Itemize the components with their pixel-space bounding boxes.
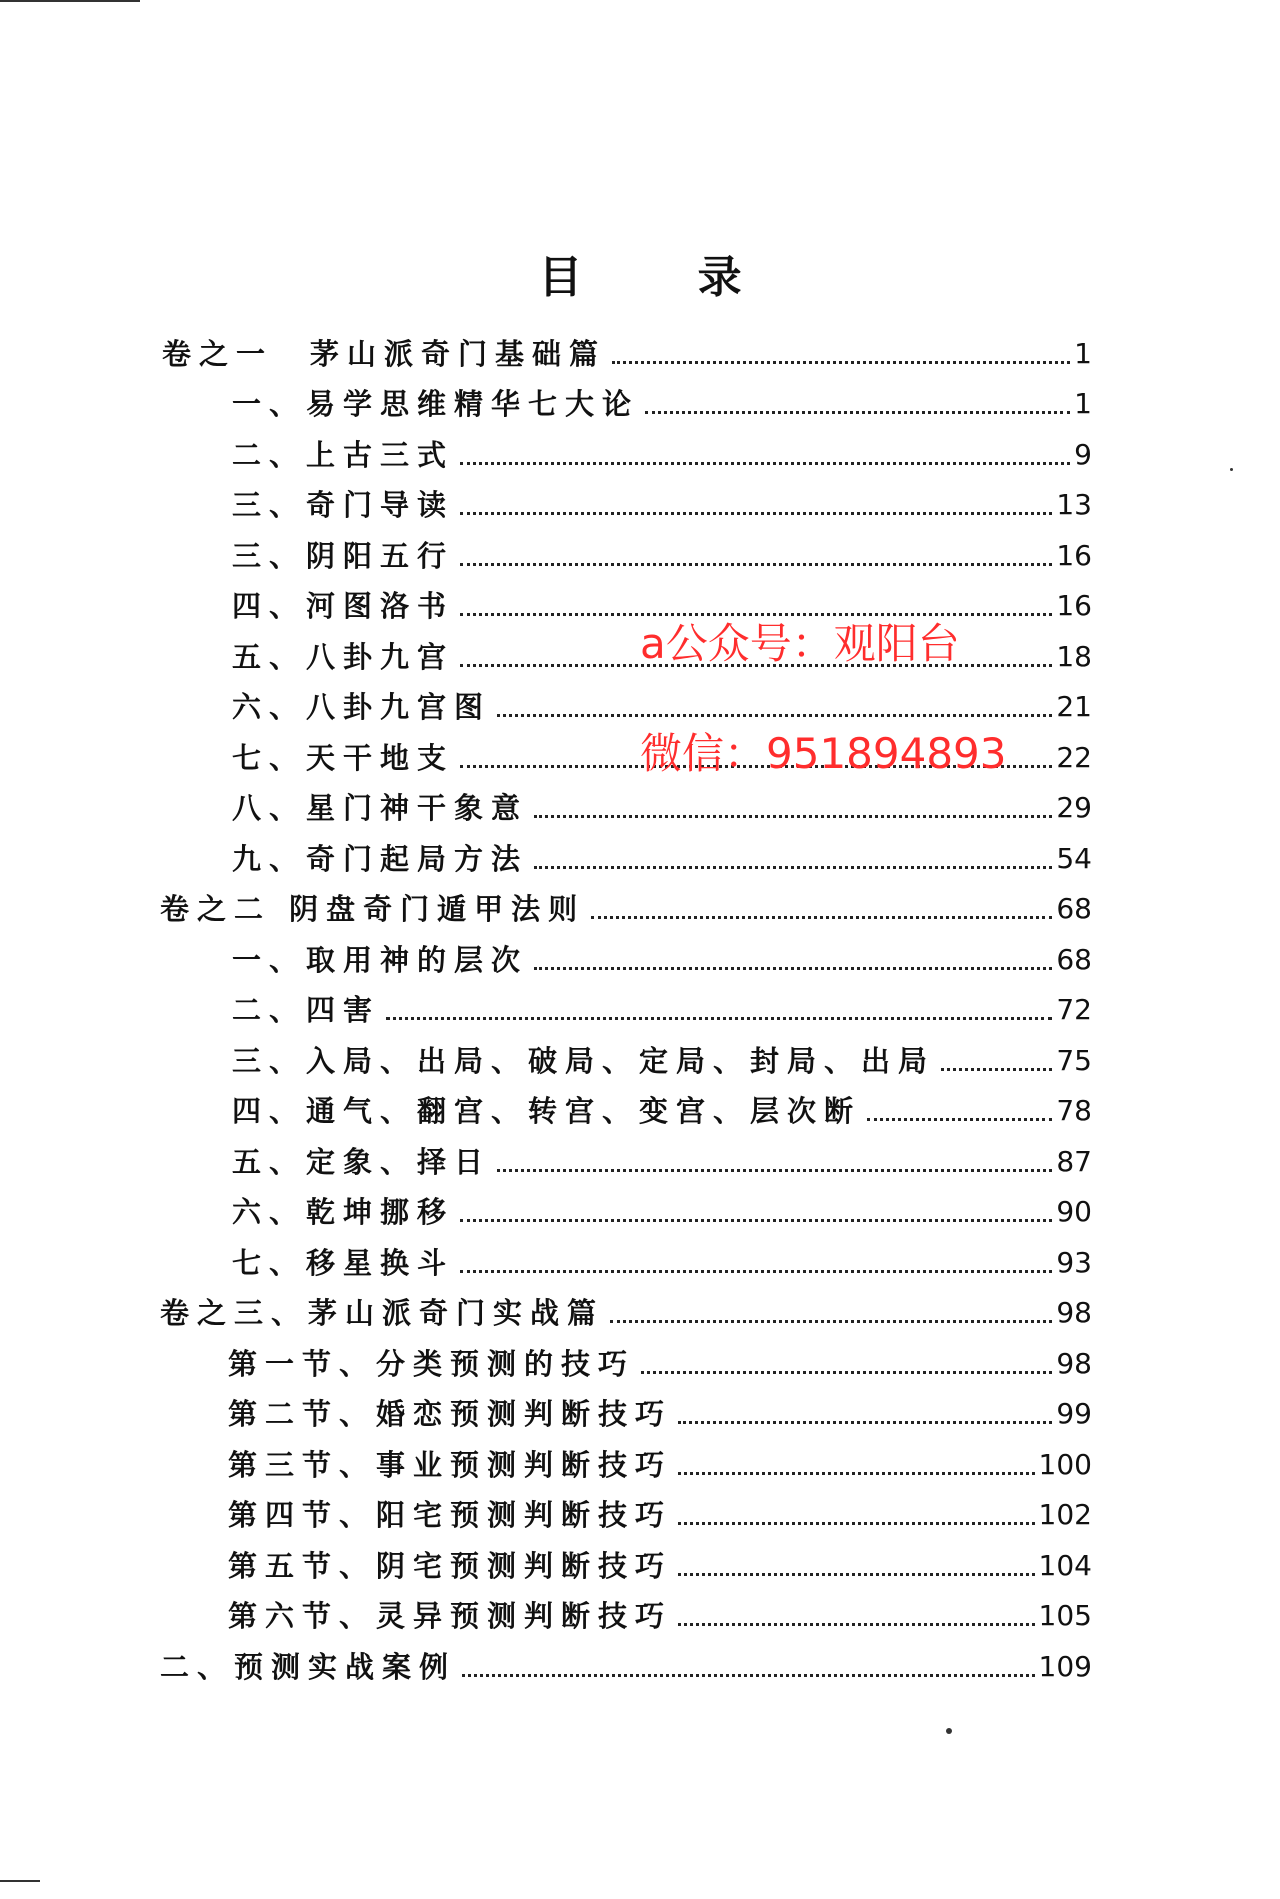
toc-entry-label: 八、星门神干象意 <box>232 791 529 825</box>
toc-entry[interactable] <box>232 681 1092 725</box>
toc-entry[interactable] <box>232 1085 1092 1129</box>
toc-entry-page: 99 <box>1056 1397 1092 1430</box>
toc-entry-label: 四、河图洛书 <box>232 589 455 623</box>
dot-leader <box>460 562 1052 566</box>
scan-speck <box>0 1880 40 1882</box>
toc-entry-page: 98 <box>1056 1347 1092 1380</box>
dot-leader <box>460 1269 1052 1273</box>
toc-entry[interactable] <box>228 1388 1092 1432</box>
toc-entry-page: 54 <box>1056 842 1092 875</box>
dot-leader <box>641 1370 1052 1374</box>
dot-leader <box>612 360 1070 364</box>
scan-speck <box>946 1728 952 1734</box>
toc-entry-label: 一、易学思维精华七大论 <box>232 387 640 421</box>
toc-entry-page: 68 <box>1056 892 1092 925</box>
toc-entry-label: 二、上古三式 <box>232 438 455 472</box>
dot-leader <box>497 713 1052 717</box>
toc-entry-label: 五、定象、择日 <box>232 1145 492 1179</box>
toc-entry-label: 卷之三、茅山派奇门实战篇 <box>160 1296 605 1330</box>
toc-entry-vol3[interactable] <box>160 1287 1092 1331</box>
toc-entry-label: 第三节、事业预测判断技巧 <box>228 1448 673 1482</box>
toc-entry-page: 16 <box>1056 589 1092 622</box>
toc-entry-label: 第六节、灵异预测判断技巧 <box>228 1599 673 1633</box>
toc-entry-page: 9 <box>1074 438 1092 471</box>
watermark-account: a公众号：观阳台 <box>640 619 960 668</box>
dot-leader <box>678 1471 1035 1475</box>
toc-entry[interactable] <box>232 429 1092 473</box>
toc-entry-page: 1 <box>1074 337 1092 370</box>
dot-leader <box>460 1218 1052 1222</box>
dot-leader <box>678 1622 1035 1626</box>
toc-entry-page: 98 <box>1056 1296 1092 1329</box>
toc-entry-label: 四、通气、翻宫、转宫、变宫、层次断 <box>232 1094 862 1128</box>
dot-leader <box>941 1067 1052 1071</box>
toc-entry[interactable] <box>160 1641 1092 1685</box>
toc-entry-label: 六、八卦九宫图 <box>232 690 492 724</box>
dot-leader <box>386 1016 1052 1020</box>
toc-entry-page: 105 <box>1038 1599 1092 1632</box>
toc-entry-page: 87 <box>1056 1145 1092 1178</box>
toc-entry-page: 13 <box>1056 488 1092 521</box>
toc-entry[interactable] <box>232 580 1092 624</box>
toc-entry[interactable] <box>228 1540 1092 1584</box>
dot-leader <box>460 461 1070 465</box>
dot-leader <box>867 1117 1052 1121</box>
toc-entry-label: 二、四害 <box>232 993 381 1027</box>
toc-entry[interactable] <box>232 1136 1092 1180</box>
toc-entry[interactable] <box>228 1439 1092 1483</box>
toc-entry-label: 三、阴阳五行 <box>232 539 455 573</box>
dot-leader <box>591 915 1052 919</box>
toc-entry-page: 75 <box>1056 1044 1092 1077</box>
toc-entry-label: 五、八卦九宫 <box>232 640 455 674</box>
toc-entry-page: 102 <box>1038 1498 1092 1531</box>
toc-entry-label: 二、预测实战案例 <box>160 1650 457 1684</box>
toc-entry-page: 18 <box>1056 640 1092 673</box>
dot-leader <box>678 1572 1035 1576</box>
toc-entry-label: 卷之一 茅山派奇门基础篇 <box>162 337 607 371</box>
toc-entry-page: 90 <box>1056 1195 1092 1228</box>
scan-speck <box>1230 468 1233 471</box>
toc-entry-label: 九、奇门起局方法 <box>232 842 529 876</box>
toc-entry-label: 第四节、阳宅预测判断技巧 <box>228 1498 673 1532</box>
dot-leader <box>460 612 1052 616</box>
dot-leader <box>497 1168 1052 1172</box>
toc-entry-label: 第一节、分类预测的技巧 <box>228 1347 636 1381</box>
toc-entry[interactable] <box>232 1186 1092 1230</box>
toc-entry[interactable] <box>232 479 1092 523</box>
toc-entry-label: 第五节、阴宅预测判断技巧 <box>228 1549 673 1583</box>
toc-entry[interactable] <box>228 1338 1092 1382</box>
toc-entry[interactable] <box>232 1237 1092 1281</box>
watermark-wechat: 微信：951894893 <box>640 729 1007 778</box>
toc-entry[interactable] <box>228 1590 1092 1634</box>
toc-entry[interactable] <box>232 530 1092 574</box>
toc-entry[interactable] <box>232 378 1092 422</box>
toc-entry[interactable] <box>232 1035 1092 1079</box>
toc-entry-page: 1 <box>1074 387 1092 420</box>
dot-leader <box>534 865 1052 869</box>
toc-entry-page: 104 <box>1038 1549 1092 1582</box>
toc-entry-label: 卷之二 阴盘奇门遁甲法则 <box>160 892 586 926</box>
toc-entry-label: 七、移星换斗 <box>232 1246 455 1280</box>
toc-entry-page: 72 <box>1056 993 1092 1026</box>
toc-entry-label: 六、乾坤挪移 <box>232 1195 455 1229</box>
toc-entry[interactable] <box>232 984 1092 1028</box>
dot-leader <box>610 1319 1052 1323</box>
toc-entry-label: 一、取用神的层次 <box>232 943 529 977</box>
toc-entry-page: 109 <box>1038 1650 1092 1683</box>
dot-leader <box>678 1521 1035 1525</box>
top-edge-line <box>0 0 140 2</box>
toc-entry-label: 三、奇门导读 <box>232 488 455 522</box>
dot-leader <box>462 1673 1035 1677</box>
toc-entry-page: 78 <box>1056 1094 1092 1127</box>
toc-entry[interactable] <box>228 1489 1092 1533</box>
toc-entry-page: 29 <box>1056 791 1092 824</box>
toc-entry[interactable] <box>232 782 1092 826</box>
toc-entry-vol1[interactable] <box>162 328 1092 372</box>
toc-entry-vol2[interactable] <box>160 883 1092 927</box>
dot-leader <box>678 1420 1052 1424</box>
toc-entry-page: 16 <box>1056 539 1092 572</box>
toc-entry-page: 68 <box>1056 943 1092 976</box>
toc-entry-page: 22 <box>1056 741 1092 774</box>
toc-entry-page: 21 <box>1056 690 1092 723</box>
dot-leader <box>534 966 1052 970</box>
toc-entry-page: 100 <box>1038 1448 1092 1481</box>
toc-entry[interactable] <box>232 833 1092 877</box>
toc-entry-page: 93 <box>1056 1246 1092 1279</box>
toc-entry-label: 三、入局、出局、破局、定局、封局、出局 <box>232 1044 936 1078</box>
toc-entry-label: 七、天干地支 <box>232 741 455 775</box>
dot-leader <box>460 511 1052 515</box>
dot-leader <box>645 410 1070 414</box>
dot-leader <box>534 814 1052 818</box>
toc-entry[interactable] <box>232 934 1092 978</box>
page-title: 目 录 <box>538 252 792 303</box>
toc-entry-label: 第二节、婚恋预测判断技巧 <box>228 1397 673 1431</box>
